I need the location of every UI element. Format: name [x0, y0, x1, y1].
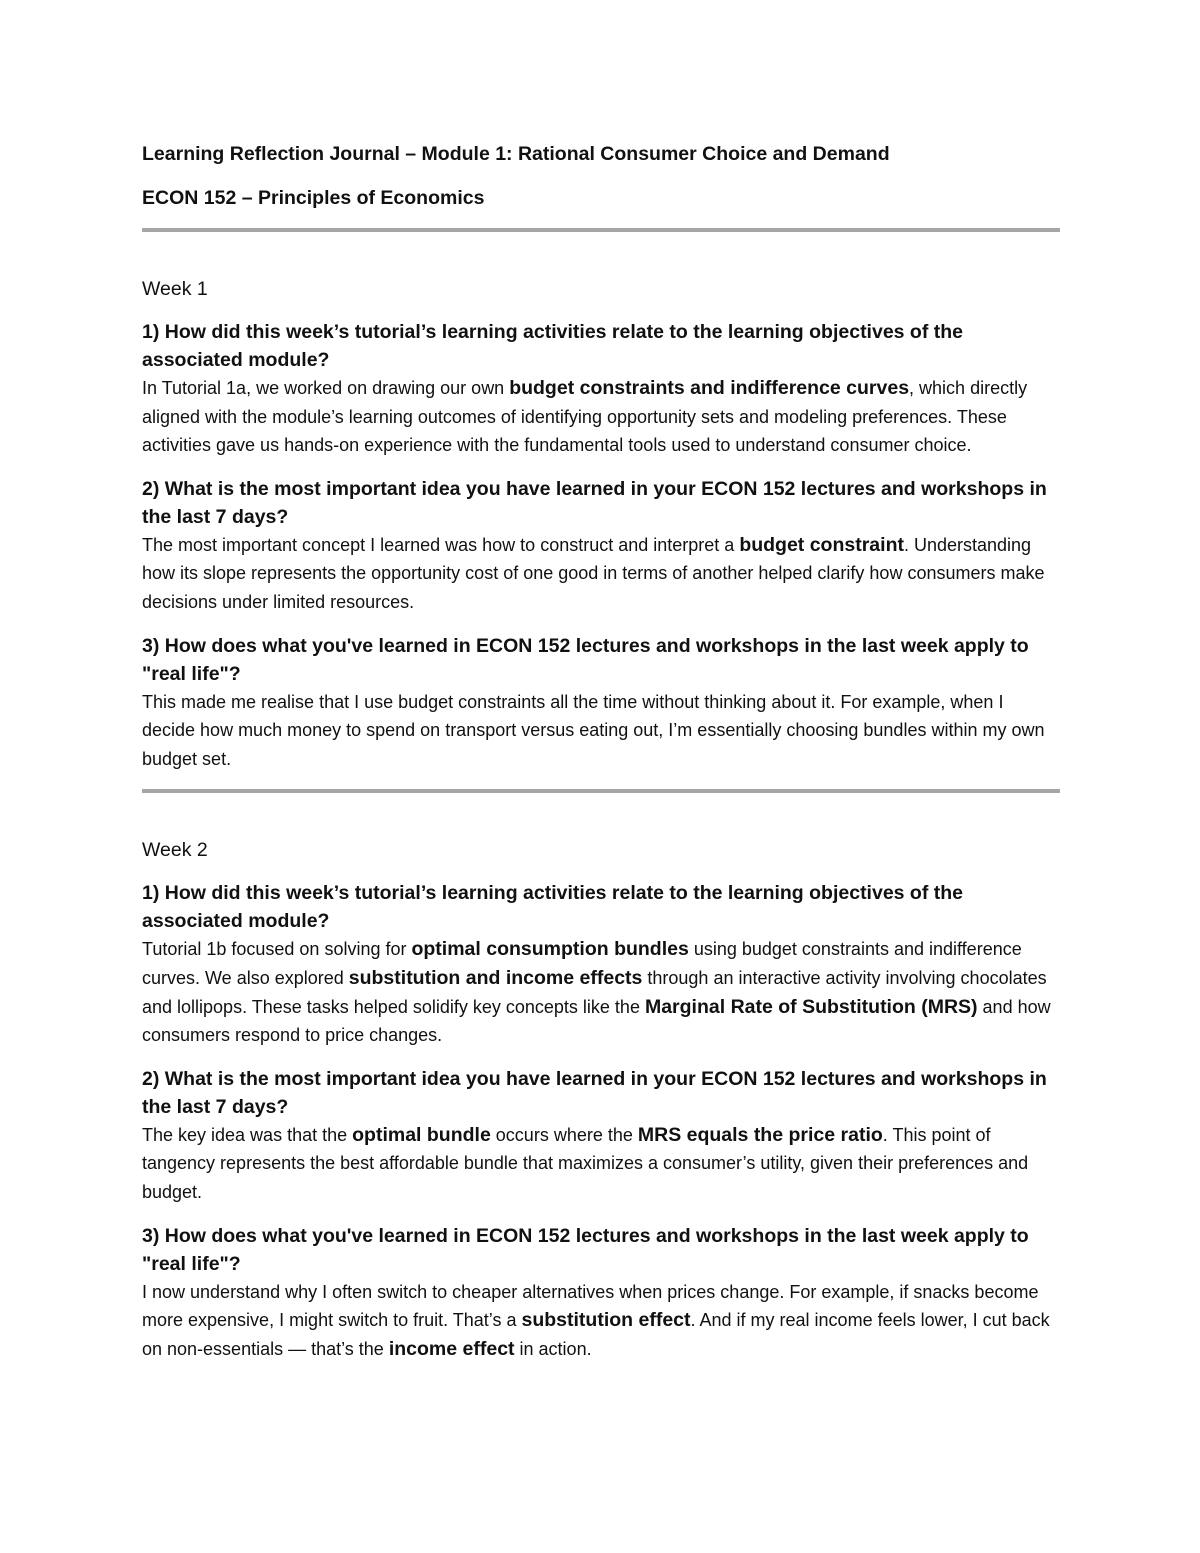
- answer-text: . This point of tangency represents the best affordable bundle that maximizes a consumer’s utility, given their preferences and budget.: [142, 1124, 1029, 1202]
- week-2-section: [142, 836, 1060, 1363]
- week-1-question-2: 2) What is the most important idea you have learned in your ECON 152 lectures and workshops in the last 7 days?: [142, 477, 1047, 528]
- week-1-answer-1: [142, 374, 1060, 460]
- week-1-answer-3: [142, 688, 1060, 774]
- answer-text: in action.: [514, 1338, 592, 1359]
- week-1-heading: Week 1: [142, 278, 208, 300]
- week-2-question-3: 3) How does what you've learned in ECON 152 lectures and workshops in the last week apply to "real life"?: [142, 1224, 1029, 1275]
- bold-term: substitution effect: [521, 1309, 691, 1332]
- bold-term: optimal consumption bundles: [411, 938, 689, 961]
- bold-term: Marginal Rate of Substitution (MRS): [644, 995, 978, 1018]
- answer-text: Tutorial 1b focused on solving for: [142, 939, 412, 960]
- week-1-section: [142, 275, 1060, 773]
- answer-text: In Tutorial 1a, we worked on drawing our own: [142, 378, 510, 398]
- answer-text: through an interactive activity involving chocolates and lollipops. These tasks helped solidify key concepts like the: [142, 967, 1047, 1017]
- week-2-answer-2: [142, 1121, 1060, 1207]
- week-1-answer-2: [142, 531, 1060, 617]
- answer-text: This made me realise that I use budget constraints all the time without thinking about it. For example, when I decide how much money to spend on transport versus eating out, I’m essentially choosing bundles within my own budget set.: [142, 691, 1045, 769]
- week-2-question-2: 2) What is the most important idea you have learned in your ECON 152 lectures and workshops in the last 7 days?: [142, 1067, 1047, 1118]
- document-subtitle: ECON 152 – Principles of Economics: [142, 187, 485, 209]
- answer-text: . Understanding how its slope represents the opportunity cost of one good in terms of another helped clarify how consumers make decisions under limited resources.: [142, 534, 1045, 612]
- week-1-question-1: 1) How did this week’s tutorial’s learning activities relate to the learning objectives of the associated module?: [142, 321, 963, 371]
- bold-term: MRS equals the price ratio: [637, 1123, 883, 1146]
- bold-term: income effect: [388, 1337, 515, 1360]
- document-title: Learning Reflection Journal – Module 1: Rational Consumer Choice and Demand: [142, 143, 890, 165]
- answer-text: using budget constraints and indifference curves. We also explored: [142, 939, 1022, 988]
- answer-text: . And if my real income feels lower, I cut back on non-essentials — that’s the: [142, 1310, 1050, 1359]
- answer-text: I now understand why I often switch to cheaper alternatives when prices change. For example, if snacks become more expensive, I might switch to fruit. That’s a: [142, 1281, 1039, 1331]
- answer-text: and how consumers respond to price changes.: [142, 996, 1051, 1046]
- divider-top: [142, 228, 1060, 232]
- answer-text: The key idea was that the: [142, 1124, 353, 1145]
- week-2-heading: Week 2: [142, 839, 208, 862]
- week-2-answer-1: [142, 935, 1060, 1049]
- answer-text: , which directly aligned with the module’s learning outcomes of identifying opportunity sets and modeling preferences. These activities gave us hands-on experience with the fundamental tools used to understand consumer choice.: [142, 378, 1028, 456]
- bold-term: optimal bundle: [352, 1123, 491, 1146]
- bold-term: substitution and income effects: [348, 966, 643, 989]
- week-1-question-3: 3) How does what you've learned in ECON 152 lectures and workshops in the last week apply to "real life"?: [142, 634, 1029, 685]
- bold-term: budget constraint: [739, 533, 904, 556]
- bold-term: budget constraints and indifference curves: [509, 377, 910, 399]
- week-2-answer-3: [142, 1278, 1060, 1364]
- week-2-question-1: 1) How did this week’s tutorial’s learning activities relate to the learning objectives of the associated module?: [142, 882, 963, 933]
- answer-text: The most important concept I learned was how to construct and interpret a: [142, 534, 740, 555]
- answer-text: occurs where the: [490, 1124, 638, 1145]
- document-page: [142, 138, 1060, 1363]
- divider-week-separator: [142, 789, 1060, 793]
